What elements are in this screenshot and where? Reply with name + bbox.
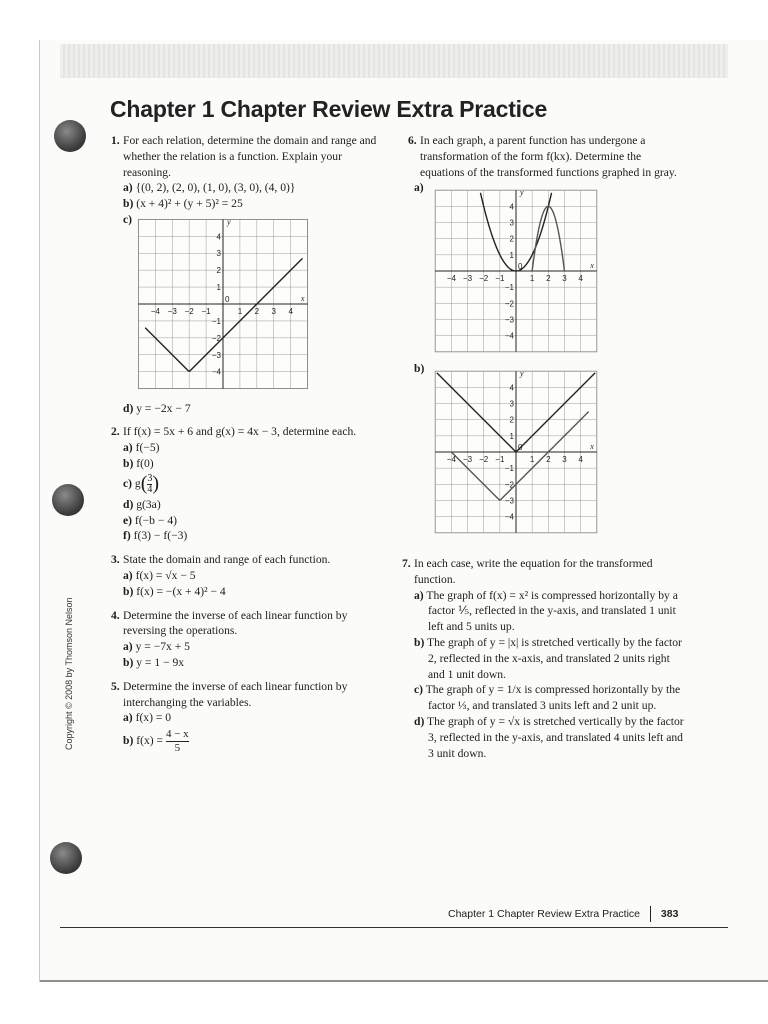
left-column bbox=[111, 133, 385, 755]
x-tick-label: −2 bbox=[479, 274, 489, 284]
y-tick-label: −4 bbox=[504, 512, 514, 522]
footer-divider bbox=[650, 906, 651, 922]
q2-part-b: f(0) bbox=[136, 456, 154, 470]
q5-part-b-func: f(x) = bbox=[136, 734, 164, 748]
x-axis-label: x bbox=[590, 261, 594, 271]
question-5: 5. Determine the inverse of each linear function by interchanging the variables. a) f(x) = 0 b) f(x) = $\frac{4 - x}{5}$ bbox=[123, 679, 385, 755]
x-tick-label: −4 bbox=[150, 306, 160, 316]
x-tick-label: 1 bbox=[237, 306, 243, 316]
question-7-text: In each case, write the equation for the transformed function. bbox=[414, 557, 653, 586]
y-tick-label: −2 bbox=[504, 480, 514, 490]
q4-part-a: y = −7x + 5 bbox=[135, 640, 190, 654]
q1-graph-c bbox=[133, 216, 313, 392]
x-tick-label: −3 bbox=[167, 306, 177, 316]
x-tick-label: −1 bbox=[495, 274, 505, 284]
question-7: 7. In each case, write the equation for the transformed function. a) The graph of f(x) = x² is compressed horizontally by a factor ⅕, reflected in the y-axis, and translated 1 unit left and 5 units up. b) The graph of y = |x| is stretched vertically by the factor 2, reflected in the x-axis, and translated 2 units right and 1 unit down. c) The graph of y = 1/x is compressed horizontally by the factor ⅓, and translated 3 units left and 2 unit up. d) The graph of y = √x is stretched vertically by the factor 3, reflected in the y-axis, and translated 4 units left and 3 unit down. bbox=[414, 556, 686, 761]
x-tick-label: 2 bbox=[546, 274, 551, 284]
binder-hole-top bbox=[54, 120, 86, 152]
x-axis-label: x bbox=[300, 293, 305, 303]
q2-part-c-fraction: $\frac{3}{4}$ bbox=[147, 472, 153, 495]
question-2-text: If f(x) = 5x + 6 and g(x) = 4x − 3, determine each. bbox=[123, 425, 357, 439]
q2-part-a: f(−5) bbox=[135, 441, 160, 455]
question-1-text: For each relation, determine the domain and range and whether the relation is a function. Explain your reasoning. bbox=[123, 134, 377, 179]
origin-label: 0 bbox=[518, 262, 523, 272]
y-tick-label: 2 bbox=[509, 415, 514, 425]
origin-label: 0 bbox=[225, 294, 230, 304]
q7-part-d: The graph of y = √x is stretched vertically by the factor 3, reflected in the y-axis, and translated 4 units left and 3 unit down. bbox=[427, 714, 684, 760]
q3-part-a: f(x) = √x − 5 bbox=[135, 568, 196, 582]
q5-part-a: f(x) = 0 bbox=[135, 711, 172, 725]
x-tick-label: 4 bbox=[578, 454, 583, 464]
x-tick-label: 3 bbox=[562, 274, 567, 284]
origin-label: 0 bbox=[518, 442, 523, 452]
x-tick-label: −4 bbox=[446, 274, 456, 284]
question-4: 4. Determine the inverse of each linear function by reversing the operations. a) y = −7x + 5 b) y = 1 − 9x bbox=[123, 608, 385, 671]
scanned-header-strip bbox=[60, 44, 728, 78]
binder-hole-bottom bbox=[50, 842, 82, 874]
q5-part-b-fraction: $\frac{4 - x}{5}$ bbox=[165, 728, 189, 755]
x-tick-label: −1 bbox=[201, 306, 211, 316]
x-tick-label: 3 bbox=[271, 306, 276, 316]
question-6-text: In each graph, a parent function has undergone a transformation of the form f(kx). Determine the equations of the transformed functions graphed in gray. bbox=[420, 134, 677, 179]
q6-graph-b bbox=[432, 367, 600, 537]
q2-part-d: g(3a) bbox=[136, 497, 161, 511]
y-tick-label: −3 bbox=[504, 496, 514, 506]
y-tick-label: 2 bbox=[216, 265, 221, 275]
question-2: 2. If f(x) = 5x + 6 and g(x) = 4x − 3, determine each. a) f(−5) b) f(0) c) g( $\frac{3}{4}$ ) d) g(3a) e) f(−b − 4) f) f(3) − f(−3) bbox=[123, 424, 385, 544]
y-tick-label: 1 bbox=[216, 282, 221, 292]
question-6: 6. In each graph, a parent function has undergone a transformation of the form f(kx). Determine the equations of the transformed functions graphed in gray. a) −4 −3 −2 −1 1 2 3 4 4 3 2 1 −1 −2 −3 −4 0 x y b) −4 −3 −2 −1 1 2 3 4 4 3 2 1 −1 −2 −3 −4 0 x y bbox=[420, 133, 685, 542]
y-tick-label: −2 bbox=[211, 333, 221, 343]
y-tick-label: −4 bbox=[211, 367, 221, 377]
page-footer bbox=[448, 908, 678, 920]
y-tick-label: 1 bbox=[509, 251, 514, 261]
page-number: 383 bbox=[660, 908, 679, 920]
q1-part-a: {(0, 2), (2, 0), (1, 0), (3, 0), (4, 0)} bbox=[135, 181, 296, 195]
y-tick-label: 4 bbox=[216, 232, 221, 242]
q7-part-a: The graph of f(x) = x² is compressed horizontally by a factor ⅕, reflected in the y-axis, and translated 1 unit left and 5 units up. bbox=[426, 588, 678, 634]
page-bottom-edge bbox=[40, 980, 768, 982]
x-tick-label: 1 bbox=[529, 454, 535, 464]
footer-rule bbox=[60, 927, 728, 928]
q2-part-f: f(3) − f(−3) bbox=[133, 529, 188, 543]
y-tick-label: −4 bbox=[504, 331, 514, 341]
x-tick-label: −2 bbox=[184, 306, 194, 316]
q1-part-d: y = −2x − 7 bbox=[136, 401, 191, 415]
y-tick-label: −2 bbox=[504, 299, 514, 309]
y-tick-label: −3 bbox=[211, 350, 221, 360]
page-title: Chapter 1 Chapter Review Extra Practice bbox=[110, 96, 548, 122]
x-tick-label: 3 bbox=[562, 454, 567, 464]
question-7-column bbox=[402, 556, 686, 761]
x-tick-label: −3 bbox=[462, 274, 473, 284]
y-axis-label: y bbox=[520, 368, 524, 378]
q1-part-b: (x + 4)² + (y + 5)² = 25 bbox=[136, 197, 243, 211]
right-column bbox=[408, 133, 685, 542]
x-tick-label: −4 bbox=[446, 454, 456, 464]
y-tick-label: 3 bbox=[216, 249, 221, 259]
y-tick-label: 4 bbox=[509, 202, 514, 212]
y-tick-label: 4 bbox=[509, 383, 514, 393]
q2-part-e: f(−b − 4) bbox=[134, 513, 177, 527]
copyright-notice: Copyright © 2008 by Thomson Nelson bbox=[64, 597, 74, 750]
x-tick-label: −3 bbox=[462, 454, 473, 464]
question-4-text: Determine the inverse of each linear function by reversing the operations. bbox=[123, 608, 348, 638]
question-5-text: Determine the inverse of each linear function by interchanging the variables. bbox=[123, 679, 348, 709]
x-tick-label: −2 bbox=[479, 454, 489, 464]
q7-part-c: The graph of y = 1/x is compressed horizontally by the factor ⅓, and translated 3 units left and 2 unit up. bbox=[425, 683, 681, 713]
x-tick-label: −1 bbox=[495, 454, 505, 464]
x-tick-label: 2 bbox=[254, 306, 260, 316]
question-3-text: State the domain and range of each function. bbox=[123, 553, 331, 567]
x-tick-label: 2 bbox=[546, 454, 551, 464]
footer-chapter-title: Chapter 1 Chapter Review Extra Practice bbox=[448, 908, 640, 920]
question-3: 3. State the domain and range of each function. a) f(x) = √x − 5 b) f(x) = −(x + 4)² − 4 bbox=[123, 552, 385, 599]
y-tick-label: 2 bbox=[509, 234, 514, 244]
q4-part-b: y = 1 − 9x bbox=[136, 655, 185, 669]
x-tick-label: 4 bbox=[578, 274, 583, 284]
q2-part-c-func: g bbox=[134, 476, 141, 490]
y-tick-label: −1 bbox=[211, 316, 221, 326]
question-1: 1. For each relation, determine the domain and range and whether the relation is a function. Explain your reasoning. a) {(0, 2), (2, 0), (1, 0), (3, 0), (4, 0)} b) (x + 4)² + (y + 5)² = 25 c) −4 −3 −2 −1 1 2 3 4 4 3 2 1 −1 −2 −3 −4 0 x y d) y = −2x − 7 bbox=[123, 133, 385, 416]
y-tick-label: −1 bbox=[504, 463, 514, 473]
y-tick-label: 1 bbox=[509, 431, 514, 441]
x-tick-label: 4 bbox=[288, 306, 293, 316]
q3-part-b: f(x) = −(x + 4)² − 4 bbox=[136, 584, 226, 598]
y-tick-label: −3 bbox=[504, 315, 514, 325]
y-tick-label: −1 bbox=[504, 283, 514, 293]
x-axis-label: x bbox=[590, 441, 594, 451]
y-axis-label: y bbox=[227, 217, 231, 227]
q7-part-b: The graph of y = |x| is stretched vertically by the factor 2, reflected in the x-axis, and translated 2 units right and 1 unit down. bbox=[427, 635, 682, 681]
x-tick-label: 1 bbox=[529, 274, 535, 284]
y-axis-label: y bbox=[520, 188, 524, 198]
q6-graph-a bbox=[432, 186, 600, 356]
y-tick-label: 3 bbox=[509, 218, 514, 228]
y-tick-label: 3 bbox=[509, 399, 514, 409]
binder-hole-middle bbox=[52, 484, 84, 516]
